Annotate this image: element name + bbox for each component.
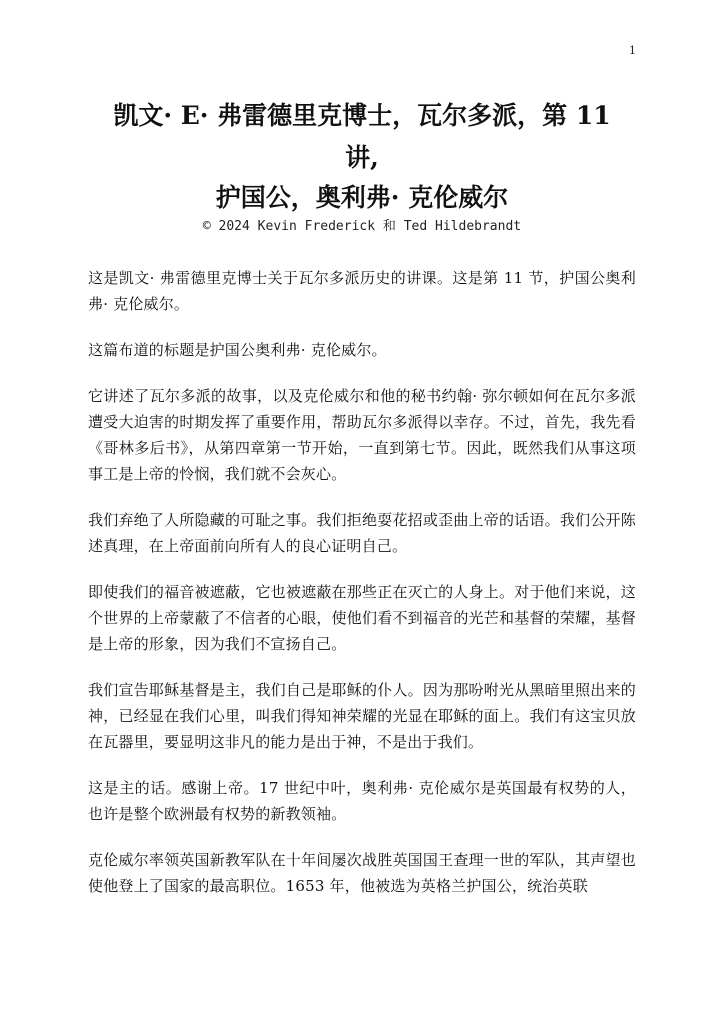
- document-title-line-2: 讲,: [345, 143, 379, 172]
- paragraph: 即使我们的福音被遮蔽，它也被遮蔽在那些正在灭亡的人身上。对于他们来说，这个世界的上帝蒙蔽了不信者的心眼，使他们看不到福音的光芒和基督的荣耀，基督是上帝的形象，因为我们不宣扬自己。: [88, 583, 636, 653]
- page-number: 1: [629, 44, 636, 57]
- paragraph: 它讲述了瓦尔多派的故事，以及克伦威尔和他的秘书约翰· 弥尔顿如何在瓦尔多派遭受大迫害的时期发挥了重要作用，帮助瓦尔多派得以幸存。不过，首先，我先看《哥林多后书》，从第四章第一节开始，一直到第七节。因此，既然我们从事这项事工是上帝的怜悯，我们就不会灰心。: [88, 387, 636, 483]
- copyright-line: © 2024 Kevin Frederick 和 Ted Hildebrandt: [202, 219, 522, 234]
- paragraph: 我们宣告耶稣基督是主，我们自己是耶稣的仆人。因为那吩咐光从黑暗里照出来的神，已经显在我们心里，叫我们得知神荣耀的光显在耶稣的面上。我们有这宝贝放在瓦器里，要显明这非凡的能力是出于神，不是出于我们。: [88, 681, 636, 751]
- paragraph: 我们弃绝了人所隐藏的可耻之事。我们拒绝耍花招或歪曲上帝的话语。我们公开陈述真理，在上帝面前向所有人的良心证明自己。: [88, 511, 636, 555]
- paragraph: 这是凯文· 弗雷德里克博士关于瓦尔多派历史的讲课。这是第 11 节，护国公奥利弗· 克伦威尔。: [88, 269, 636, 313]
- paragraph: 这篇布道的标题是护国公奥利弗· 克伦威尔。: [88, 341, 387, 359]
- paragraph: 克伦威尔率领英国新教军队在十年间屡次战胜英国国王查理一世的军队，其声望也使他登上了国家的最高职位。1653 年，他被选为英格兰护国公，统治英联: [88, 851, 636, 895]
- document-title-line-1: 凯文· E· 弗雷德里克博士，瓦尔多派，第 11: [113, 101, 611, 130]
- body-text: [88, 265, 636, 919]
- title-block: [88, 96, 636, 236]
- document-subtitle: 护国公，奥利弗· 克伦威尔: [215, 183, 509, 212]
- paragraph: 这是主的话。感谢上帝。17 世纪中叶，奥利弗· 克伦威尔是英国最有权势的人，也许是整个欧洲最有权势的新教领袖。: [88, 779, 636, 823]
